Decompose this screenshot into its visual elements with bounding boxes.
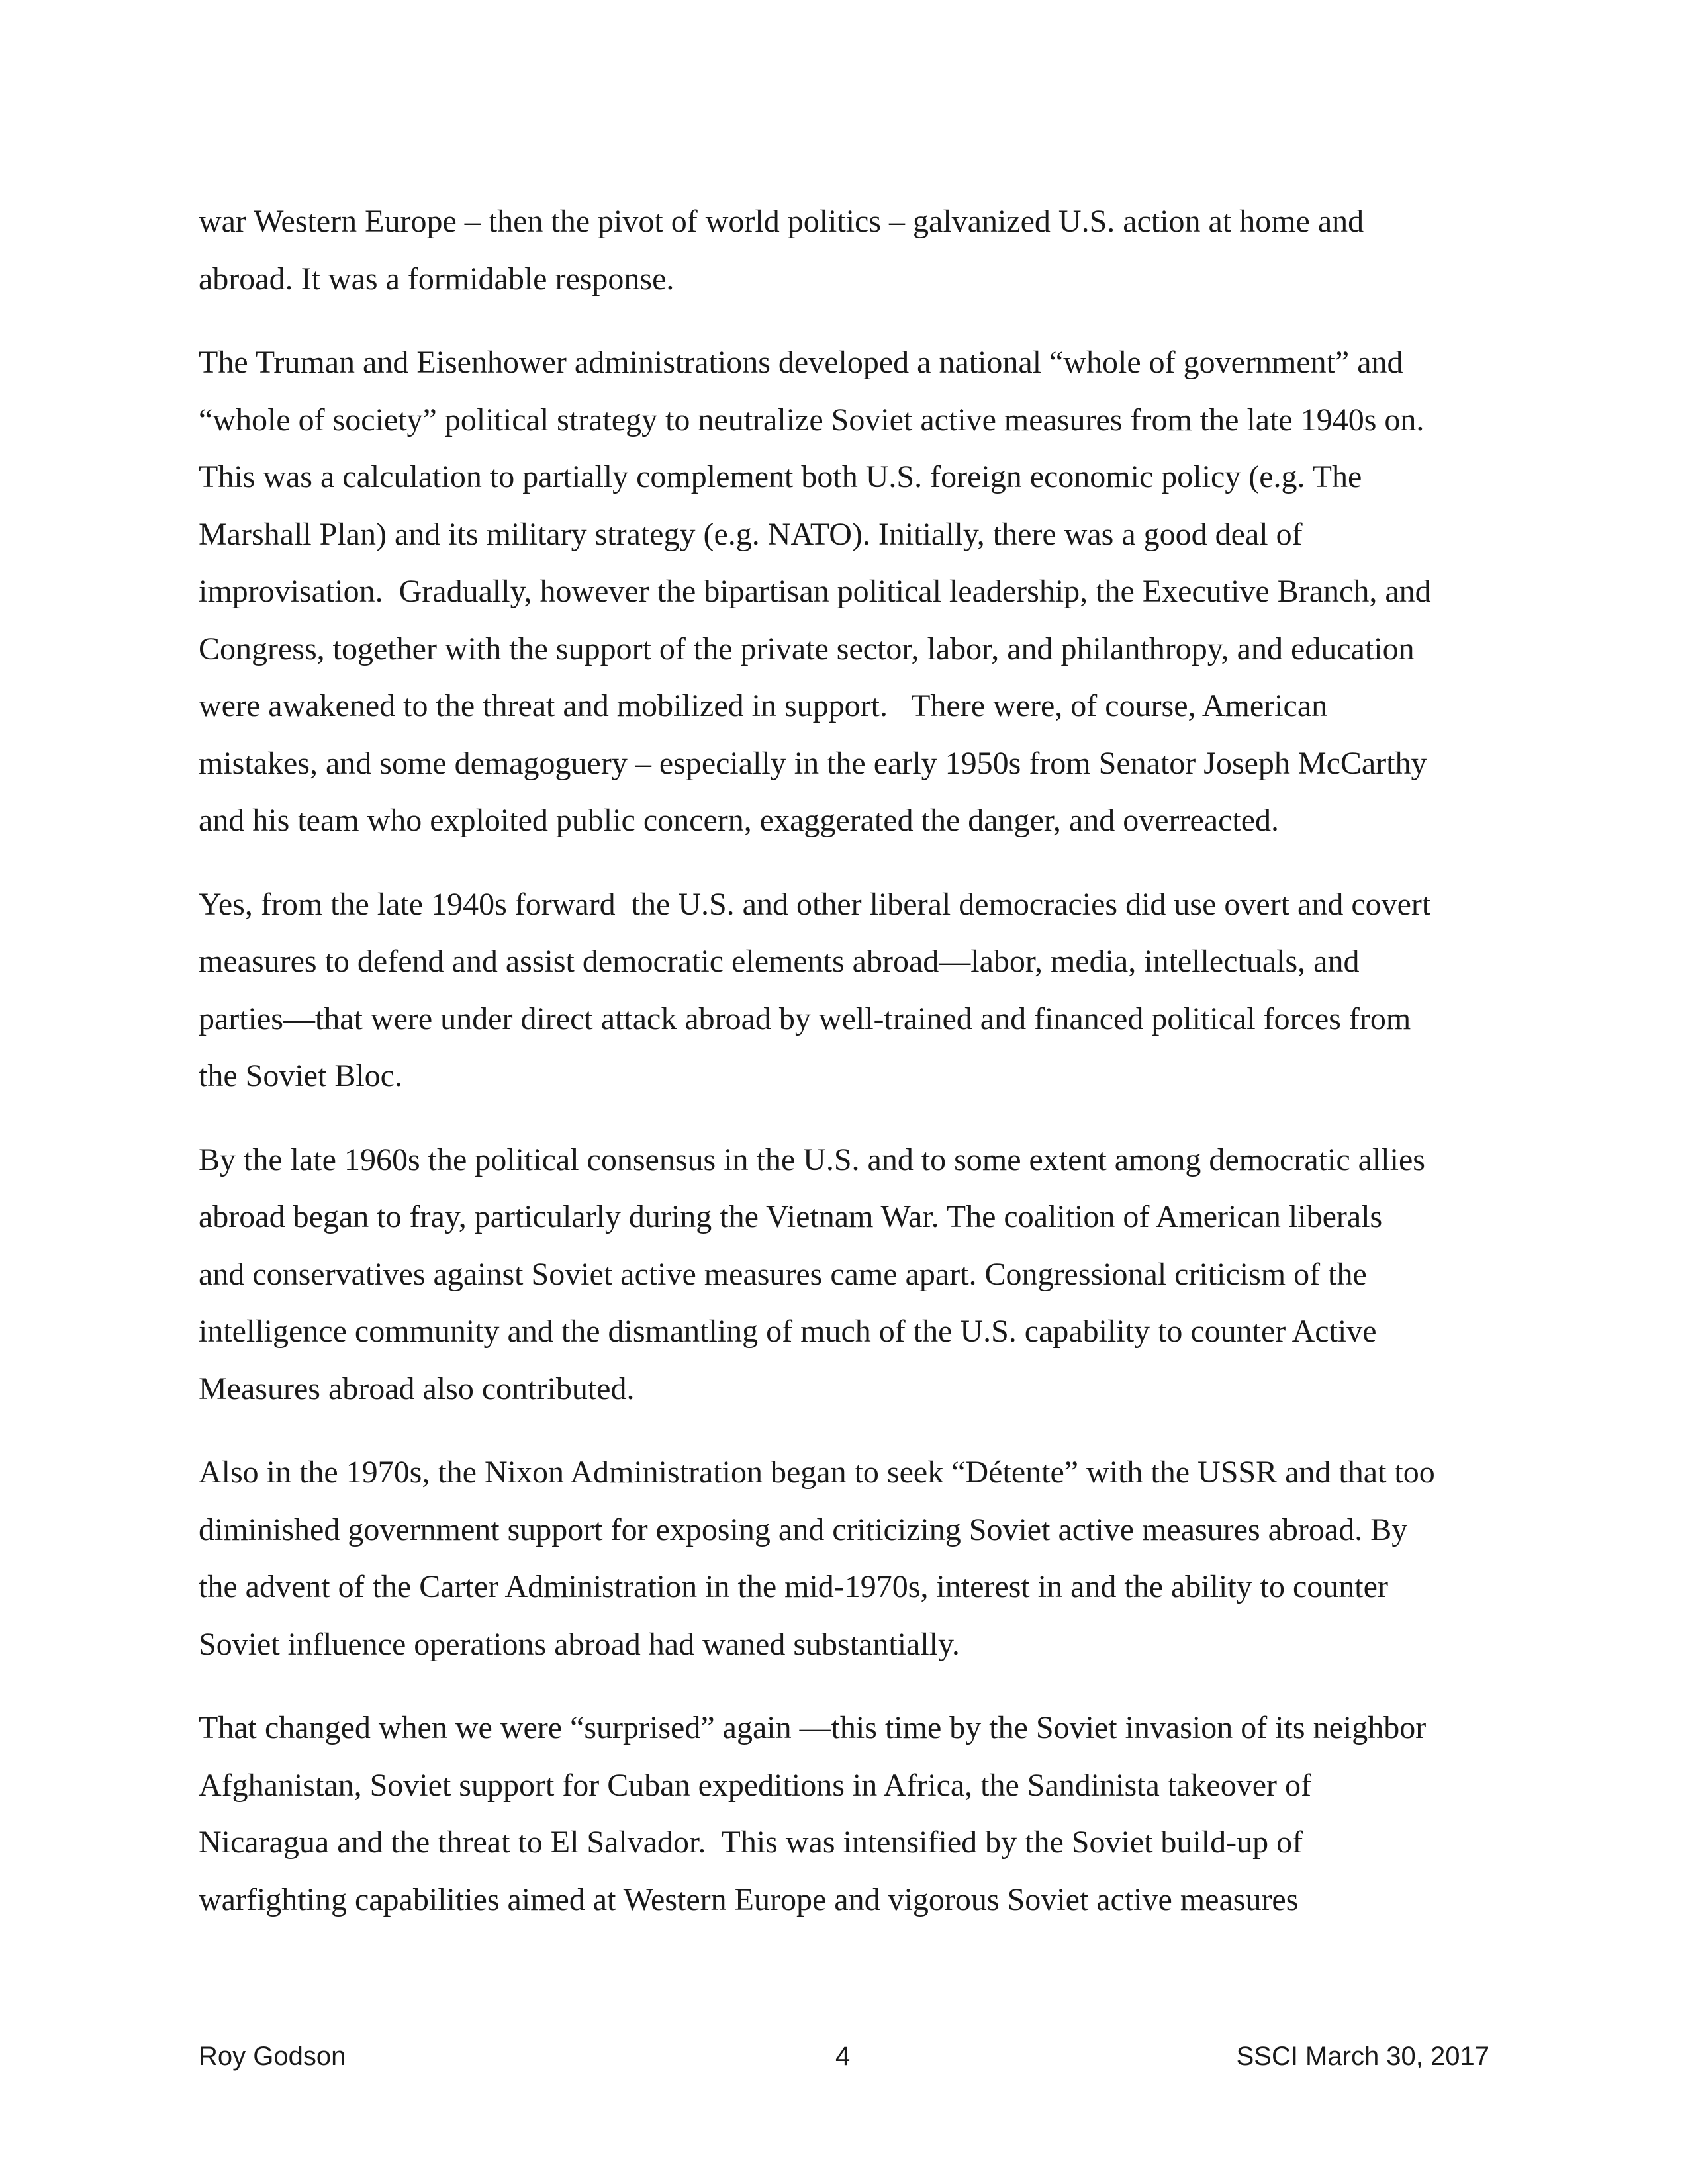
text-line: improvisation. Gradually, however the bipartisan political leadership, the Executive Branch, and <box>199 574 1431 609</box>
text-line: Afghanistan, Soviet support for Cuban expeditions in Africa, the Sandinista takeover of <box>199 1767 1311 1803</box>
text-line: parties—that were under direct attack abroad by well-trained and financed political forces from <box>199 1001 1411 1036</box>
text-line: and his team who exploited public concern, exaggerated the danger, and overreacted. <box>199 803 1280 838</box>
footer-author: Roy Godson <box>199 2042 346 2071</box>
text-line: diminished government support for exposing and criticizing Soviet active measures abroad. By <box>199 1512 1408 1547</box>
paragraph <box>199 1700 1489 1929</box>
text-line: abroad. It was a formidable response. <box>199 261 675 296</box>
text-line: were awakened to the threat and mobilized in support. There were, of course, American <box>199 688 1328 723</box>
text-line: The Truman and Eisenhower administrations developed a national “whole of government” and <box>199 345 1403 380</box>
paragraph <box>199 1444 1489 1673</box>
text-line: Soviet influence operations abroad had waned substantially. <box>199 1626 960 1662</box>
text-line: Measures abroad also contributed. <box>199 1371 635 1406</box>
text-line: and conservatives against Soviet active measures came apart. Congressional criticism of the <box>199 1256 1367 1292</box>
paragraph <box>199 334 1489 850</box>
body-text <box>199 193 1489 1955</box>
text-line: Nicaragua and the threat to El Salvador. This was intensified by the Soviet build-up of <box>199 1825 1303 1860</box>
text-line: the Soviet Bloc. <box>199 1058 402 1093</box>
text-line: war Western Europe – then the pivot of world politics – galvanized U.S. action at home and <box>199 204 1364 239</box>
text-line: intelligence community and the dismantling of much of the U.S. capability to counter Active <box>199 1314 1377 1349</box>
text-line: measures to defend and assist democratic elements abroad—labor, media, intellectuals, and <box>199 944 1360 979</box>
text-line: Yes, from the late 1940s forward the U.S. and other liberal democracies did use overt and covert <box>199 886 1431 922</box>
paragraph <box>199 876 1489 1105</box>
text-line: Marshall Plan) and its military strategy (e.g. NATO). Initially, there was a good deal of <box>199 516 1303 552</box>
text-line: Congress, together with the support of the private sector, labor, and philanthropy, and education <box>199 631 1415 666</box>
text-line: “whole of society” political strategy to neutralize Soviet active measures from the late 1940s on. <box>199 402 1425 437</box>
text-line: abroad began to fray, particularly during the Vietnam War. The coalition of American liberals <box>199 1199 1383 1234</box>
paragraph <box>199 193 1489 308</box>
footer-page-number: 4 <box>835 2042 851 2071</box>
paragraph <box>199 1132 1489 1418</box>
text-line: mistakes, and some demagoguery – especially in the early 1950s from Senator Joseph McCarthy <box>199 745 1427 781</box>
text-line: warfighting capabilities aimed at Western Europe and vigorous Soviet active measures <box>199 1882 1299 1917</box>
text-line: the advent of the Carter Administration in the mid-1970s, interest in and the ability to counter <box>199 1569 1388 1604</box>
text-line: By the late 1960s the political consensus in the U.S. and to some extent among democratic allies <box>199 1142 1425 1177</box>
text-line: That changed when we were “surprised” again —this time by the Soviet invasion of its neighbor <box>199 1710 1427 1745</box>
text-line: Also in the 1970s, the Nixon Administration began to seek “Détente” with the USSR and that too <box>199 1455 1435 1490</box>
footer-event-date: SSCI March 30, 2017 <box>1236 2042 1489 2071</box>
text-line: This was a calculation to partially complement both U.S. foreign economic policy (e.g. The <box>199 459 1362 494</box>
